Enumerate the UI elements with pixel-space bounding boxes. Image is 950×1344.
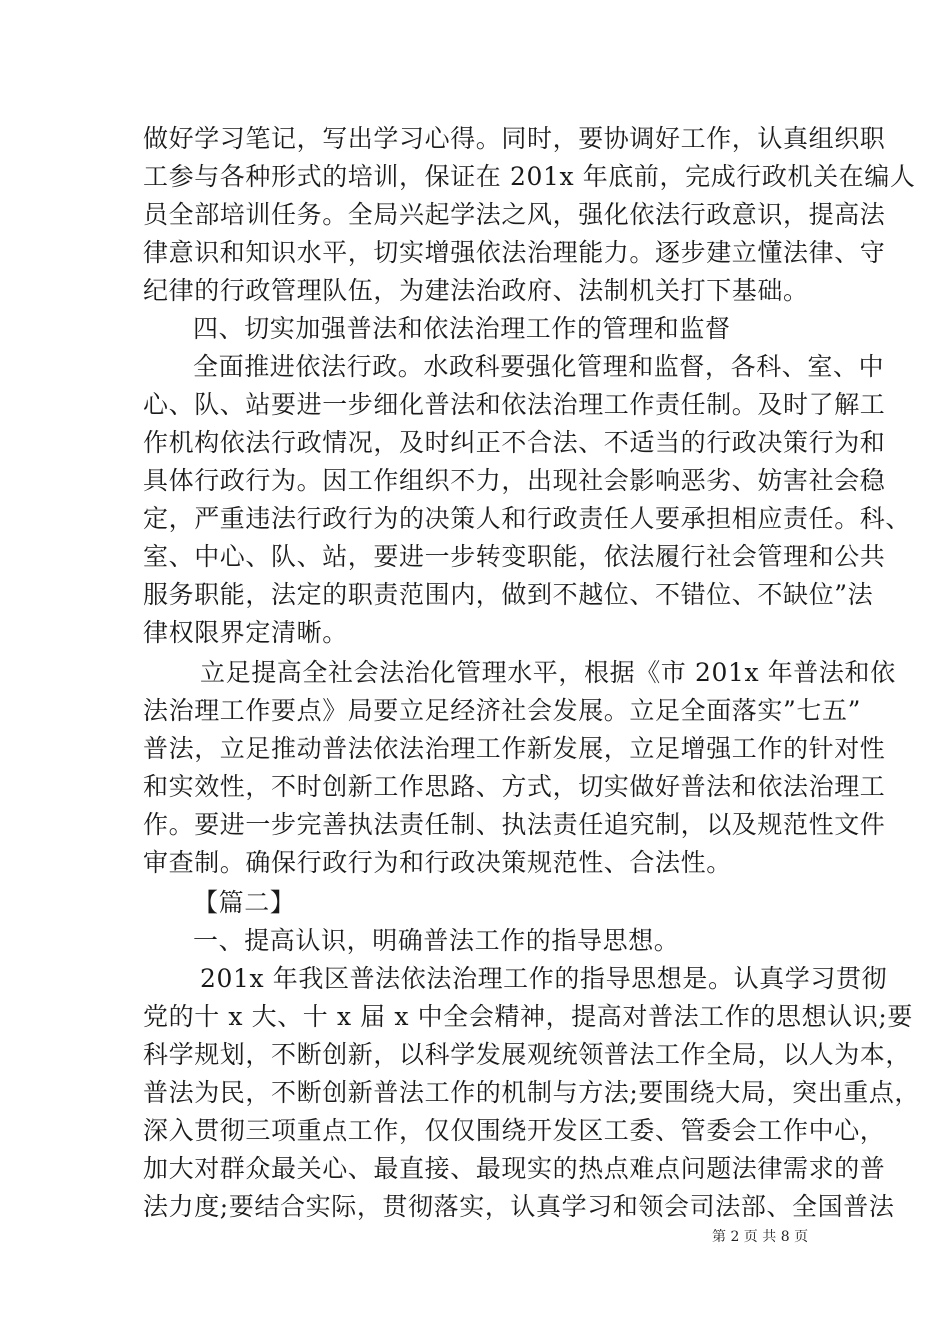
text-line: 党的十 x 大、十 x 届 x 中全会精神，提高对普法工作的思想认识;要: [143, 1002, 914, 1031]
text-line: 和实效性，不时创新工作思路、方式，切实做好普法和依法治理工: [143, 772, 886, 801]
text-line: 律权限界定清晰。: [143, 618, 348, 647]
section-heading: 四、切实加强普法和依法治理工作的管理和监督: [193, 314, 731, 343]
text-line: 定，严重违法行政行为的决策人和行政责任人要承担相应责任。科、: [143, 504, 912, 533]
text-line: 全面推进依法行政。水政科要强化管理和监督，各科、室、中: [193, 352, 885, 381]
text-line: 服务职能，法定的职责范围内，做到不越位、不错位、不缺位”法: [143, 580, 874, 609]
text-line: 室、中心、队、站，要进一步转变职能，依法履行社会管理和公共: [143, 542, 886, 571]
section-heading: 一、提高认识，明确普法工作的指导思想。: [193, 926, 680, 955]
text-line: 深入贯彻三项重点工作，仅仅围绕开发区工委、管委会工作中心，: [143, 1116, 886, 1145]
text-line: 工参与各种形式的培训，保证在 201x 年底前，完成行政机关在编人: [143, 162, 916, 191]
text-line: 审查制。确保行政行为和行政决策规范性、合法性。: [143, 848, 732, 877]
text-line: 立足提高全社会法治化管理水平，根据《市 201x 年普法和依: [200, 658, 896, 687]
text-line: 科学规划，不断创新，以科学发展观统领普法工作全局，以人为本，: [143, 1040, 912, 1069]
text-line: 员全部培训任务。全局兴起学法之风，强化依法行政意识，提高法: [143, 200, 886, 229]
text-line: 普法为民，不断创新普法工作的机制与方法;要围绕大局，突出重点，: [143, 1078, 921, 1107]
section-title: 【篇二】: [193, 888, 296, 917]
text-line: 法力度;要结合实际，贯彻落实，认真学习和领会司法部、全国普法: [143, 1192, 895, 1221]
page-number-footer: 第 2 页 共 8 页: [712, 1229, 809, 1245]
text-line: 纪律的行政管理队伍，为建法治政府、法制机关打下基础。: [143, 276, 809, 305]
text-line: 201x 年我区普法依法治理工作的指导思想是。认真学习贯彻: [200, 964, 888, 993]
text-line: 律意识和知识水平，切实增强依法治理能力。逐步建立懂法律、守: [143, 238, 886, 267]
text-line: 法治理工作要点》局要立足经济社会发展。立足全面落实”七五”: [143, 696, 861, 725]
text-line: 具体行政行为。因工作组织不力，出现社会影响恶劣、妨害社会稳: [143, 466, 886, 495]
text-line: 作。要进一步完善执法责任制、执法责任追究制，以及规范性文件: [143, 810, 886, 839]
text-line: 普法，立足推动普法依法治理工作新发展，立足增强工作的针对性: [143, 734, 886, 763]
text-line: 做好学习笔记，写出学习心得。同时，要协调好工作，认真组织职: [143, 124, 886, 153]
text-line: 加大对群众最关心、最直接、最现实的热点难点问题法律需求的普: [143, 1154, 886, 1183]
text-line: 作机构依法行政情况，及时纠正不合法、不适当的行政决策行为和: [143, 428, 886, 457]
text-line: 心、队、站要进一步细化普法和依法治理工作责任制。及时了解工: [143, 390, 886, 419]
